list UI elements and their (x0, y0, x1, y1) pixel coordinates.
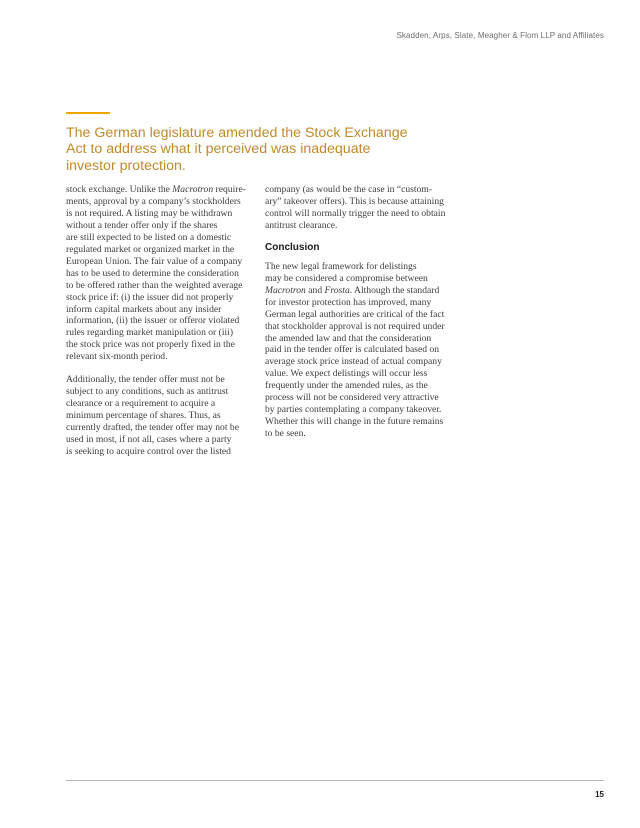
text-line: used in most, if not all, cases where a party (66, 434, 232, 446)
text-line: stock exchange. Unlike the Macrotron require- (66, 184, 246, 195)
pull-quote (66, 125, 406, 174)
text-line: ary” takeover offers). This is because attaining (265, 195, 444, 207)
text-line: company (as would be the case in “custom- (265, 184, 433, 195)
page-number: 15 (595, 790, 604, 799)
body-paragraph (265, 261, 465, 440)
text-line: Additionally, the tender offer must not be (66, 374, 225, 386)
text-line: to be seen. (265, 428, 306, 440)
text-line: regulated market or organized market in the (66, 243, 235, 255)
text-line: without a tender offer only if the shares (66, 219, 218, 231)
body-paragraph (265, 184, 465, 232)
text-line: average stock price instead of actual company (265, 356, 442, 368)
text-line: the amended law and that the consideration (265, 332, 432, 344)
header-firm-name: Skadden, Arps, Slate, Meagher & Flom LLP and Affiliates (396, 31, 604, 40)
body-paragraph (66, 374, 256, 458)
text-line: for investor protection has improved, many (265, 296, 432, 308)
text-line: control will normally trigger the need to obtain (265, 207, 446, 219)
text-line: by parties contemplating a company takeover. (265, 404, 442, 416)
text-line: process will not be considered very attractive (265, 392, 439, 404)
right-column (265, 184, 465, 440)
text-line: value. We expect delistings will occur less (265, 368, 428, 380)
pull-quote-line: investor protection. (66, 157, 186, 174)
body-paragraph (66, 184, 256, 363)
left-column (66, 184, 256, 458)
text-line: rules regarding market manipulation or (iii) (66, 327, 234, 339)
text-line: subject to any conditions, such as antitrust (66, 386, 229, 398)
text-line: currently drafted, the tender offer may not be (66, 422, 239, 434)
text-line: Whether this will change in the future remains (265, 416, 444, 428)
text-line: clearance or a requirement to acquire a (66, 398, 216, 410)
text-line: The new legal framework for delistings (265, 260, 417, 272)
text-line: that stockholder approval is not required under (265, 320, 445, 332)
text-line: relevant six-month period. (66, 351, 168, 363)
text-line: is seeking to acquire control over the listed (66, 446, 231, 458)
conclusion-heading: Conclusion (265, 241, 320, 253)
text-line: are still expected to be listed on a domestic (66, 231, 232, 243)
text-line: stock price if: (i) the issuer did not properly (66, 291, 234, 303)
text-line: is not required. A listing may be withdrawn (66, 207, 233, 219)
text-line: information, (ii) the issuer or offeror violated (66, 315, 240, 327)
text-line: frequently under the amended rules, as the (265, 380, 428, 392)
text-line: German legal authorities are critical of the fact (265, 308, 445, 320)
text-line: antitrust clearance. (265, 219, 338, 231)
text-line: European Union. The fair value of a company (66, 255, 243, 267)
pull-quote-line: The German legislature amended the Stock Exchange (66, 125, 408, 141)
pull-quote-line: Act to address what it perceived was inadequate (66, 141, 371, 158)
text-line: inform capital markets about any insider (66, 303, 222, 315)
accent-rule (66, 112, 110, 114)
text-line: ments, approval by a company’s stockholders (66, 195, 241, 207)
text-line: has to be used to determine the consideration (66, 267, 239, 279)
text-line: may be considered a compromise between (265, 272, 428, 284)
footer-rule (66, 780, 604, 781)
text-line: Macrotron and Frosta. Although the standard (265, 284, 440, 296)
text-line: to be offered rather than the weighted average (66, 279, 243, 291)
text-line: paid in the tender offer is calculated based on (265, 344, 440, 356)
text-line: the stock price was not properly fixed in the (66, 339, 235, 351)
text-line: minimum percentage of shares. Thus, as (66, 410, 221, 422)
